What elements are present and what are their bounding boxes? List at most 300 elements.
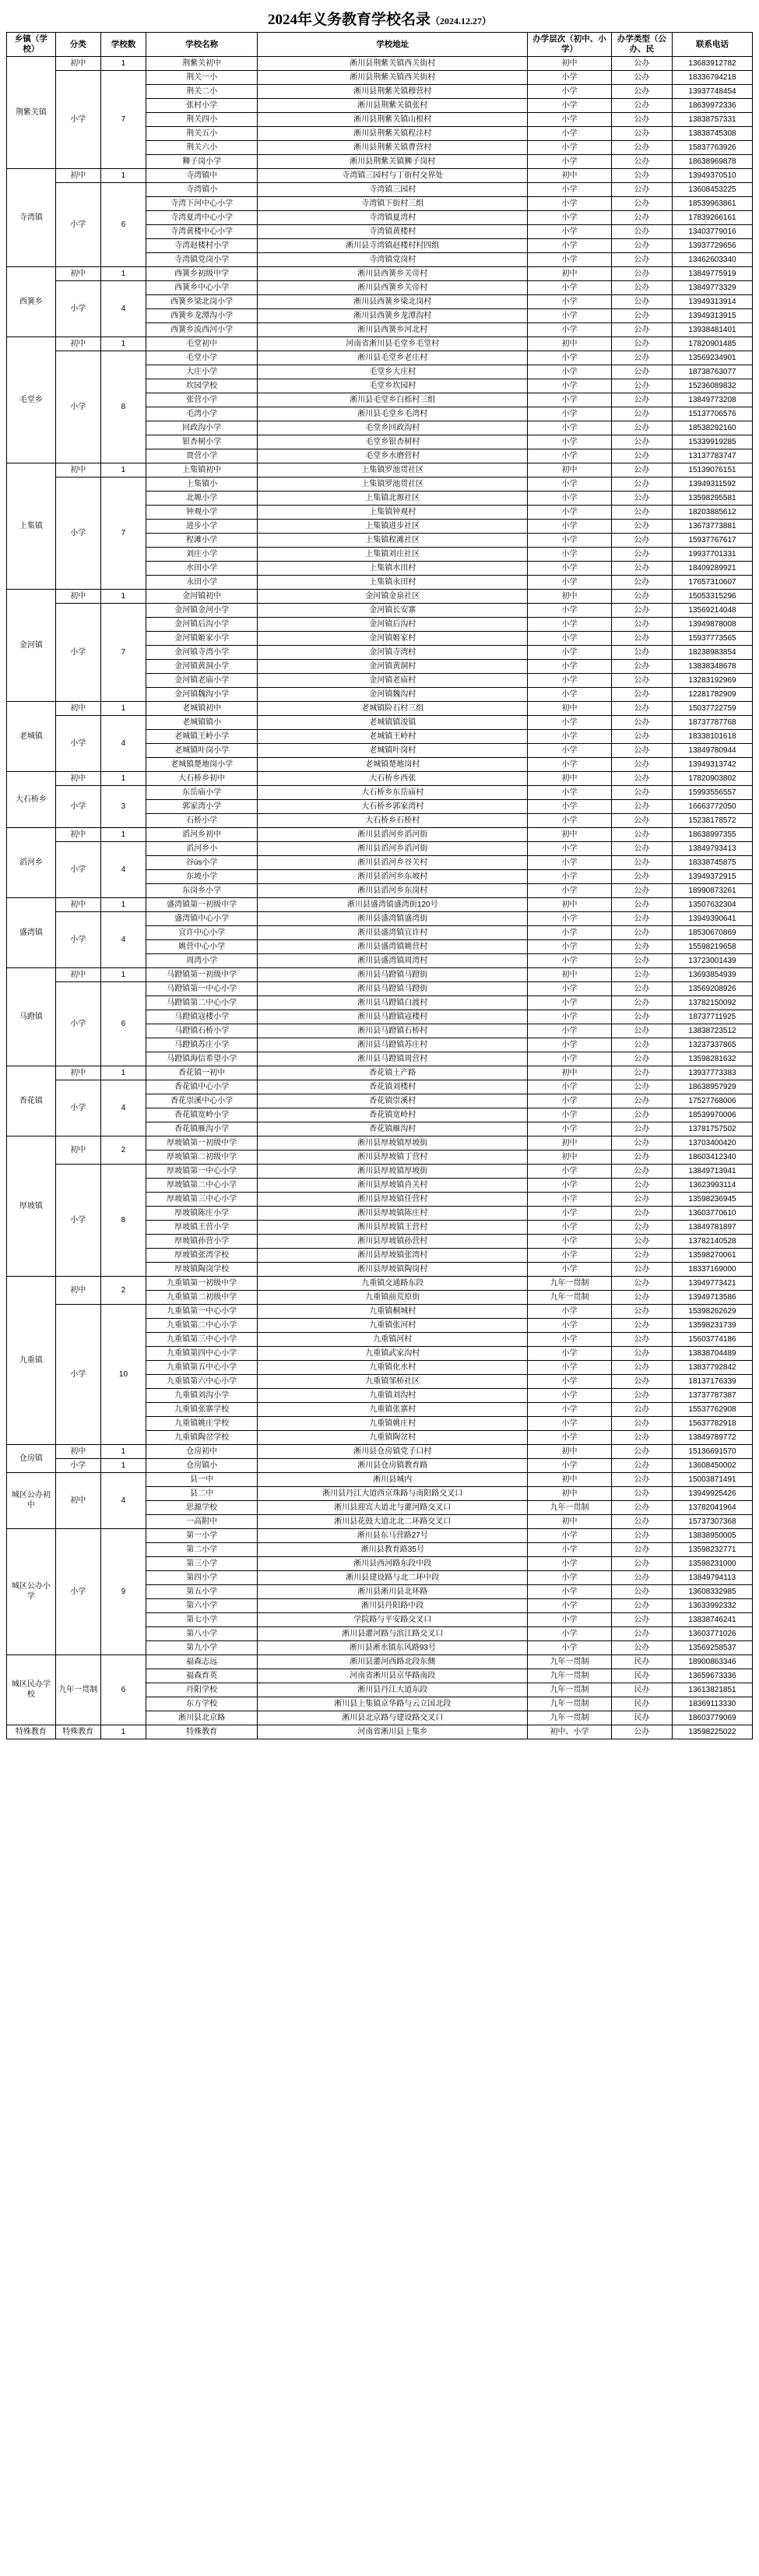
school-tel-cell: 13937773383 bbox=[673, 1066, 753, 1080]
school-tel-cell: 13608453225 bbox=[673, 183, 753, 197]
school-level-cell: 初中 bbox=[528, 337, 611, 351]
school-address-cell: 毛堂乡回政沟村 bbox=[258, 421, 528, 435]
school-address-cell: 老城镇叶岗村 bbox=[258, 744, 528, 758]
school-address-cell: 九重镇刘沟村 bbox=[258, 1389, 528, 1403]
school-level-cell: 小学 bbox=[528, 1305, 611, 1319]
school-address-cell: 淅川县马蹬镇周营村 bbox=[258, 1052, 528, 1066]
school-tel-cell: 13949390641 bbox=[673, 912, 753, 926]
count-cell: 10 bbox=[100, 1305, 146, 1445]
school-type-cell: 公办 bbox=[611, 57, 672, 71]
school-address-cell: 老城镇楚地岗村 bbox=[258, 758, 528, 772]
school-name-cell: 第六小学 bbox=[146, 1599, 258, 1613]
school-address-cell: 淅川县西簧乡梁北岗村 bbox=[258, 295, 528, 309]
school-address-cell: 淅川县城内 bbox=[258, 1473, 528, 1487]
school-name-cell: 九重镇第一初级中学 bbox=[146, 1277, 258, 1291]
page-title bbox=[0, 8, 759, 29]
col-header-count: 学校数 bbox=[100, 33, 146, 57]
school-tel-cell: 18369113330 bbox=[673, 1697, 753, 1711]
table-row bbox=[7, 1445, 753, 1459]
school-tel-cell: 13603771026 bbox=[673, 1627, 753, 1641]
school-level-cell: 小学 bbox=[528, 660, 611, 674]
table-row bbox=[7, 1655, 753, 1669]
school-tel-cell: 13849789772 bbox=[673, 1431, 753, 1445]
count-cell: 2 bbox=[100, 1277, 146, 1305]
town-cell: 香花镇 bbox=[7, 1066, 56, 1136]
school-level-cell: 小学 bbox=[528, 85, 611, 99]
category-cell: 小学 bbox=[55, 982, 100, 1066]
school-tel-cell: 13937748454 bbox=[673, 85, 753, 99]
school-address-cell: 淅川县灌河路与滨江路交叉口 bbox=[258, 1627, 528, 1641]
school-tel-cell: 18603412340 bbox=[673, 1151, 753, 1165]
school-type-cell: 公办 bbox=[611, 1207, 672, 1221]
school-name-cell: 香花镇一初中 bbox=[146, 1066, 258, 1080]
school-type-cell: 公办 bbox=[611, 898, 672, 912]
school-address-cell: 淅川县厚坡镇肖关村 bbox=[258, 1179, 528, 1193]
school-name-cell: 厚坡镇孙营小学 bbox=[146, 1235, 258, 1249]
school-tel-cell: 17657310607 bbox=[673, 576, 753, 590]
category-cell: 特殊教育 bbox=[55, 1725, 100, 1739]
school-name-cell: 香花镇雁沟小学 bbox=[146, 1122, 258, 1136]
school-address-cell: 河南省淅川县京华路南段 bbox=[258, 1669, 528, 1683]
school-type-cell: 公办 bbox=[611, 800, 672, 814]
col-header-level: 办学层次（初中、小学） bbox=[528, 33, 611, 57]
school-level-cell: 小学 bbox=[528, 1052, 611, 1066]
school-name-cell: 上集镇初中 bbox=[146, 463, 258, 477]
school-type-cell: 公办 bbox=[611, 576, 672, 590]
school-level-cell: 小学 bbox=[528, 1375, 611, 1389]
school-type-cell: 公办 bbox=[611, 1473, 672, 1487]
school-name-cell: 九重镇第二初级中学 bbox=[146, 1291, 258, 1305]
school-tel-cell: 13598225022 bbox=[673, 1725, 753, 1739]
school-tel-cell: 18538292160 bbox=[673, 421, 753, 435]
category-cell: 小学 bbox=[55, 1459, 100, 1473]
school-address-cell: 淅川县仓房镇教育路 bbox=[258, 1459, 528, 1473]
school-type-cell: 公办 bbox=[611, 1543, 672, 1557]
school-type-cell: 公办 bbox=[611, 1010, 672, 1024]
school-type-cell: 公办 bbox=[611, 323, 672, 337]
school-type-cell: 公办 bbox=[611, 1431, 672, 1445]
table-row bbox=[7, 1305, 753, 1319]
school-level-cell: 小学 bbox=[528, 786, 611, 800]
title-subtitle: （2024.12.27） bbox=[430, 16, 492, 26]
school-address-cell: 金河镇黄洞村 bbox=[258, 660, 528, 674]
school-level-cell: 小学 bbox=[528, 674, 611, 688]
school-address-cell: 淅川县厚坡镇厚坡街 bbox=[258, 1136, 528, 1151]
school-name-cell: 福森志远 bbox=[146, 1655, 258, 1669]
school-level-cell: 初中 bbox=[528, 267, 611, 281]
school-name-cell: 县二中 bbox=[146, 1487, 258, 1501]
table-row bbox=[7, 183, 753, 197]
school-address-cell: 寺湾镇夏湾村 bbox=[258, 211, 528, 225]
school-type-cell: 公办 bbox=[611, 1529, 672, 1543]
school-level-cell: 小学 bbox=[528, 365, 611, 379]
school-name-cell: 香花镇中心小学 bbox=[146, 1080, 258, 1094]
town-cell: 大石桥乡 bbox=[7, 772, 56, 828]
school-address-cell: 淅川县荆紫关镇山根村 bbox=[258, 113, 528, 127]
school-address-cell: 金河镇魏沟村 bbox=[258, 688, 528, 702]
school-address-cell: 上集镇北塬社区 bbox=[258, 492, 528, 506]
school-tel-cell: 19937701331 bbox=[673, 548, 753, 562]
school-tel-cell: 18603779069 bbox=[673, 1711, 753, 1725]
school-tel-cell: 15937767617 bbox=[673, 534, 753, 548]
school-tel-cell: 13849713941 bbox=[673, 1165, 753, 1179]
school-type-cell: 公办 bbox=[611, 1557, 672, 1571]
school-level-cell: 初中 bbox=[528, 1066, 611, 1080]
school-name-cell: 九重镇第四中心小学 bbox=[146, 1347, 258, 1361]
school-name-cell: 九重镇第三中心小学 bbox=[146, 1333, 258, 1347]
school-tel-cell: 13837792842 bbox=[673, 1361, 753, 1375]
school-level-cell: 小学 bbox=[528, 548, 611, 562]
school-level-cell: 小学 bbox=[528, 99, 611, 113]
school-tel-cell: 15937773565 bbox=[673, 632, 753, 646]
school-name-cell: 第八小学 bbox=[146, 1627, 258, 1641]
school-tel-cell: 13838348678 bbox=[673, 660, 753, 674]
school-type-cell: 公办 bbox=[611, 155, 672, 169]
school-name-cell: 厚坡镇陶岗学校 bbox=[146, 1263, 258, 1277]
school-tel-cell: 13849773329 bbox=[673, 281, 753, 295]
school-type-cell: 公办 bbox=[611, 814, 672, 828]
title-text: 2024年义务教育学校名录 bbox=[267, 12, 430, 28]
school-type-cell: 公办 bbox=[611, 660, 672, 674]
school-tel-cell: 13949713586 bbox=[673, 1291, 753, 1305]
col-header-name: 学校名称 bbox=[146, 33, 258, 57]
school-name-cell: 盛湾镇中心小学 bbox=[146, 912, 258, 926]
school-name-cell: 金河镇魏沟小学 bbox=[146, 688, 258, 702]
school-level-cell: 小学 bbox=[528, 758, 611, 772]
school-address-cell: 淅川县上集镇京华路与云立国北段 bbox=[258, 1697, 528, 1711]
table-row bbox=[7, 716, 753, 730]
school-name-cell: 金河镇寺湾小学 bbox=[146, 646, 258, 660]
town-cell: 特殊教育 bbox=[7, 1725, 56, 1739]
school-address-cell: 淅川县灌河西路北段东侧 bbox=[258, 1655, 528, 1669]
school-address-cell: 香花镇宽岭村 bbox=[258, 1108, 528, 1122]
school-tel-cell: 13462603340 bbox=[673, 253, 753, 267]
count-cell: 6 bbox=[100, 982, 146, 1066]
school-type-cell: 公办 bbox=[611, 688, 672, 702]
category-cell: 初中 bbox=[55, 828, 100, 842]
school-name-cell: 东岳庙小学 bbox=[146, 786, 258, 800]
school-type-cell: 公办 bbox=[611, 113, 672, 127]
school-level-cell: 初中 bbox=[528, 1151, 611, 1165]
school-level-cell: 小学 bbox=[528, 281, 611, 295]
count-cell: 4 bbox=[100, 281, 146, 337]
school-tel-cell: 13598232771 bbox=[673, 1543, 753, 1557]
school-type-cell: 公办 bbox=[611, 1515, 672, 1529]
school-level-cell: 小学 bbox=[528, 141, 611, 155]
school-type-cell: 公办 bbox=[611, 1052, 672, 1066]
school-level-cell: 九年一贯制 bbox=[528, 1669, 611, 1683]
table-row bbox=[7, 1165, 753, 1179]
town-cell: 盛湾镇 bbox=[7, 898, 56, 968]
school-type-cell: 公办 bbox=[611, 786, 672, 800]
table-row bbox=[7, 604, 753, 618]
school-type-cell: 公办 bbox=[611, 548, 672, 562]
school-address-cell: 毛堂乡水磨营村 bbox=[258, 449, 528, 463]
school-name-cell: 一高附中 bbox=[146, 1515, 258, 1529]
school-address-cell: 淅川县滔河乡东坡村 bbox=[258, 870, 528, 884]
school-name-cell: 九重镇姚庄学校 bbox=[146, 1417, 258, 1431]
school-tel-cell: 18737787768 bbox=[673, 716, 753, 730]
school-type-cell: 公办 bbox=[611, 1333, 672, 1347]
table-row bbox=[7, 477, 753, 492]
school-type-cell: 公办 bbox=[611, 1038, 672, 1052]
school-tel-cell: 15603774186 bbox=[673, 1333, 753, 1347]
school-address-cell: 九重镇前荒原街 bbox=[258, 1291, 528, 1305]
table-row bbox=[7, 1725, 753, 1739]
count-cell: 1 bbox=[100, 898, 146, 912]
school-address-cell: 淅川县荆紫关镇程洼村 bbox=[258, 127, 528, 141]
school-address-cell: 金河镇姬家村 bbox=[258, 632, 528, 646]
school-tel-cell: 12281782909 bbox=[673, 688, 753, 702]
school-level-cell: 小学 bbox=[528, 1122, 611, 1136]
school-level-cell: 小学 bbox=[528, 1179, 611, 1193]
school-tel-cell: 15238178572 bbox=[673, 814, 753, 828]
school-address-cell: 寺湾镇党岗村 bbox=[258, 253, 528, 267]
school-address-cell: 淅川县淅川县北环路 bbox=[258, 1585, 528, 1599]
table-row bbox=[7, 267, 753, 281]
school-tel-cell: 18337169000 bbox=[673, 1263, 753, 1277]
school-tel-cell: 17527768006 bbox=[673, 1094, 753, 1108]
school-name-cell: 毛堂初中 bbox=[146, 337, 258, 351]
school-type-cell: 公办 bbox=[611, 604, 672, 618]
table-row bbox=[7, 1529, 753, 1543]
school-name-cell: 寺湾镇小 bbox=[146, 183, 258, 197]
school-tel-cell: 13737787387 bbox=[673, 1389, 753, 1403]
school-address-cell: 淅川县丹江大道西京珠路与南阳路交叉口 bbox=[258, 1487, 528, 1501]
school-name-cell: 金河镇姬家小学 bbox=[146, 632, 258, 646]
school-level-cell: 小学 bbox=[528, 1193, 611, 1207]
count-cell: 8 bbox=[100, 351, 146, 463]
school-tel-cell: 13838723512 bbox=[673, 1024, 753, 1038]
school-address-cell: 淅川县厚坡镇陈庄村 bbox=[258, 1207, 528, 1221]
school-type-cell: 公办 bbox=[611, 744, 672, 758]
count-cell: 1 bbox=[100, 1725, 146, 1739]
school-name-cell: 厚坡镇王营小学 bbox=[146, 1221, 258, 1235]
school-type-cell: 公办 bbox=[611, 239, 672, 253]
school-tel-cell: 13949878008 bbox=[673, 618, 753, 632]
school-type-cell: 公办 bbox=[611, 337, 672, 351]
school-address-cell: 淅川县马蹬镇马蹬街 bbox=[258, 982, 528, 996]
table-row bbox=[7, 1459, 753, 1473]
school-level-cell: 小学 bbox=[528, 1235, 611, 1249]
table-row bbox=[7, 351, 753, 365]
school-name-cell: 特殊教育 bbox=[146, 1725, 258, 1739]
school-name-cell: 第二小学 bbox=[146, 1543, 258, 1557]
school-level-cell: 小学 bbox=[528, 618, 611, 632]
school-name-cell: 厚坡镇第二初级中学 bbox=[146, 1151, 258, 1165]
school-level-cell: 小学 bbox=[528, 744, 611, 758]
school-tel-cell: 13838757331 bbox=[673, 113, 753, 127]
school-type-cell: 公办 bbox=[611, 379, 672, 393]
school-level-cell: 小学 bbox=[528, 113, 611, 127]
school-address-cell: 九重镇邹桥社区 bbox=[258, 1375, 528, 1389]
school-type-cell: 公办 bbox=[611, 393, 672, 407]
school-tel-cell: 13782140528 bbox=[673, 1235, 753, 1249]
school-tel-cell: 13608332985 bbox=[673, 1585, 753, 1599]
school-name-cell: 毛湾小学 bbox=[146, 407, 258, 421]
category-cell: 小学 bbox=[55, 604, 100, 702]
school-tel-cell: 13949311592 bbox=[673, 477, 753, 492]
school-address-cell: 淅川县厚坡镇王营村 bbox=[258, 1221, 528, 1235]
table-row bbox=[7, 1136, 753, 1151]
school-name-cell: 九重镇第五中心小学 bbox=[146, 1361, 258, 1375]
school-type-cell: 公办 bbox=[611, 954, 672, 968]
school-tel-cell: 13849775919 bbox=[673, 267, 753, 281]
school-tel-cell: 13608450002 bbox=[673, 1459, 753, 1473]
school-address-cell: 九重镇桐城村 bbox=[258, 1305, 528, 1319]
count-cell: 7 bbox=[100, 71, 146, 169]
school-name-cell: 第七小学 bbox=[146, 1613, 258, 1627]
school-type-cell: 公办 bbox=[611, 1599, 672, 1613]
school-type-cell: 公办 bbox=[611, 267, 672, 281]
category-cell: 小学 bbox=[55, 1305, 100, 1445]
school-type-cell: 公办 bbox=[611, 1319, 672, 1333]
school-address-cell: 淅川县西簧乡河北村 bbox=[258, 323, 528, 337]
school-name-cell: 谷ús小学 bbox=[146, 856, 258, 870]
school-tel-cell: 15236089832 bbox=[673, 379, 753, 393]
school-tel-cell: 13569214048 bbox=[673, 604, 753, 618]
school-name-cell: 第一小学 bbox=[146, 1529, 258, 1543]
table-row bbox=[7, 1066, 753, 1080]
school-type-cell: 公办 bbox=[611, 996, 672, 1010]
school-level-cell: 小学 bbox=[528, 407, 611, 421]
school-name-cell: 九重镇陶岔学校 bbox=[146, 1431, 258, 1445]
school-level-cell: 小学 bbox=[528, 576, 611, 590]
table-row bbox=[7, 169, 753, 183]
school-address-cell: 毛堂乡银杏树村 bbox=[258, 435, 528, 449]
school-level-cell: 小学 bbox=[528, 183, 611, 197]
school-name-cell: 金河镇黄洞小学 bbox=[146, 660, 258, 674]
school-address-cell: 香花镇雁沟村 bbox=[258, 1122, 528, 1136]
school-level-cell: 小学 bbox=[528, 926, 611, 940]
school-address-cell: 九重镇河村 bbox=[258, 1333, 528, 1347]
school-type-cell: 公办 bbox=[611, 1641, 672, 1655]
school-type-cell: 公办 bbox=[611, 1613, 672, 1627]
school-name-cell: 北塬小学 bbox=[146, 492, 258, 506]
school-level-cell: 小学 bbox=[528, 1080, 611, 1094]
school-level-cell: 小学 bbox=[528, 1613, 611, 1627]
school-address-cell: 金河镇长安寨 bbox=[258, 604, 528, 618]
school-level-cell: 初中 bbox=[528, 463, 611, 477]
school-tel-cell: 15339919285 bbox=[673, 435, 753, 449]
school-name-cell: 钟观小学 bbox=[146, 506, 258, 520]
category-cell: 初中 bbox=[55, 898, 100, 912]
school-name-cell: 东坡小学 bbox=[146, 870, 258, 884]
school-type-cell: 公办 bbox=[611, 1263, 672, 1277]
school-address-cell: 淅川县荆紫关镇张村 bbox=[258, 99, 528, 113]
school-name-cell: 九重镇第六中心小学 bbox=[146, 1375, 258, 1389]
school-level-cell: 小学 bbox=[528, 492, 611, 506]
school-type-cell: 公办 bbox=[611, 716, 672, 730]
school-tel-cell: 13703400420 bbox=[673, 1136, 753, 1151]
school-tel-cell: 18737711925 bbox=[673, 1010, 753, 1024]
school-address-cell: 河南省淅川县上集乡 bbox=[258, 1725, 528, 1739]
school-address-cell: 淅川县盛湾镇宜许村 bbox=[258, 926, 528, 940]
school-tel-cell: 13598231739 bbox=[673, 1319, 753, 1333]
school-type-cell: 公办 bbox=[611, 828, 672, 842]
school-tel-cell: 13781757502 bbox=[673, 1122, 753, 1136]
town-cell: 滔河乡 bbox=[7, 828, 56, 898]
school-tel-cell: 18639972336 bbox=[673, 99, 753, 113]
school-tel-cell: 17839266161 bbox=[673, 211, 753, 225]
school-type-cell: 公办 bbox=[611, 421, 672, 435]
count-cell: 4 bbox=[100, 1080, 146, 1136]
town-cell: 马蹬镇 bbox=[7, 968, 56, 1066]
school-tel-cell: 13613821851 bbox=[673, 1683, 753, 1697]
school-type-cell: 公办 bbox=[611, 1361, 672, 1375]
school-address-cell: 淅川县西河路东段中段 bbox=[258, 1557, 528, 1571]
town-cell: 金河镇 bbox=[7, 590, 56, 702]
category-cell: 小学 bbox=[55, 786, 100, 828]
school-address-cell: 大石桥乡石桥村 bbox=[258, 814, 528, 828]
school-tel-cell: 13507632304 bbox=[673, 898, 753, 912]
school-type-cell: 公办 bbox=[611, 1403, 672, 1417]
count-cell: 1 bbox=[100, 267, 146, 281]
school-name-cell: 张营小学 bbox=[146, 393, 258, 407]
table-row bbox=[7, 57, 753, 71]
school-type-cell: 公办 bbox=[611, 1277, 672, 1291]
school-level-cell: 小学 bbox=[528, 604, 611, 618]
school-tel-cell: 13598231000 bbox=[673, 1557, 753, 1571]
school-type-cell: 公办 bbox=[611, 197, 672, 211]
school-name-cell: 厚坡镇陈庄小学 bbox=[146, 1207, 258, 1221]
school-level-cell: 小学 bbox=[528, 688, 611, 702]
school-type-cell: 公办 bbox=[611, 1136, 672, 1151]
school-tel-cell: 13693854939 bbox=[673, 968, 753, 982]
school-name-cell: 回政沟小学 bbox=[146, 421, 258, 435]
school-type-cell: 公办 bbox=[611, 71, 672, 85]
count-cell: 7 bbox=[100, 477, 146, 590]
col-header-category: 分类 bbox=[55, 33, 100, 57]
school-name-cell: 刘庄小学 bbox=[146, 548, 258, 562]
school-level-cell: 小学 bbox=[528, 239, 611, 253]
school-type-cell: 公办 bbox=[611, 1445, 672, 1459]
school-type-cell: 公办 bbox=[611, 407, 672, 421]
school-name-cell: 进步小学 bbox=[146, 520, 258, 534]
school-address-cell: 九重镇武家沟村 bbox=[258, 1347, 528, 1361]
school-level-cell: 小学 bbox=[528, 1249, 611, 1263]
school-type-cell: 公办 bbox=[611, 1151, 672, 1165]
school-address-cell: 寺湾镇三园村与丁街村交界处 bbox=[258, 169, 528, 183]
school-type-cell: 公办 bbox=[611, 506, 672, 520]
school-level-cell: 小学 bbox=[528, 646, 611, 660]
school-type-cell: 公办 bbox=[611, 1066, 672, 1080]
school-tel-cell: 13949773421 bbox=[673, 1277, 753, 1291]
school-address-cell: 淅川县荆紫关镇穆营村 bbox=[258, 85, 528, 99]
table-row bbox=[7, 828, 753, 842]
school-address-cell: 淅川县厚坡镇陶岗村 bbox=[258, 1263, 528, 1277]
school-tel-cell: 18638957929 bbox=[673, 1080, 753, 1094]
school-level-cell: 九年一贯制 bbox=[528, 1291, 611, 1305]
school-tel-cell: 13949372915 bbox=[673, 870, 753, 884]
category-cell: 初中 bbox=[55, 169, 100, 183]
school-tel-cell: 13683912782 bbox=[673, 57, 753, 71]
school-name-cell: 思源学校 bbox=[146, 1501, 258, 1515]
school-name-cell: 老城镇初中 bbox=[146, 702, 258, 716]
school-tel-cell: 13623993114 bbox=[673, 1179, 753, 1193]
school-type-cell: 公办 bbox=[611, 534, 672, 548]
category-cell: 初中 bbox=[55, 590, 100, 604]
school-address-cell: 金河镇老庙村 bbox=[258, 674, 528, 688]
school-name-cell: 厚坡镇张湾学校 bbox=[146, 1249, 258, 1263]
category-cell: 初中 bbox=[55, 702, 100, 716]
school-level-cell: 小学 bbox=[528, 1403, 611, 1417]
school-name-cell: 第四小学 bbox=[146, 1571, 258, 1585]
school-tel-cell: 13569208926 bbox=[673, 982, 753, 996]
school-address-cell: 九重镇张寨村 bbox=[258, 1403, 528, 1417]
category-cell: 小学 bbox=[55, 183, 100, 267]
school-name-cell: 永田小学 bbox=[146, 576, 258, 590]
